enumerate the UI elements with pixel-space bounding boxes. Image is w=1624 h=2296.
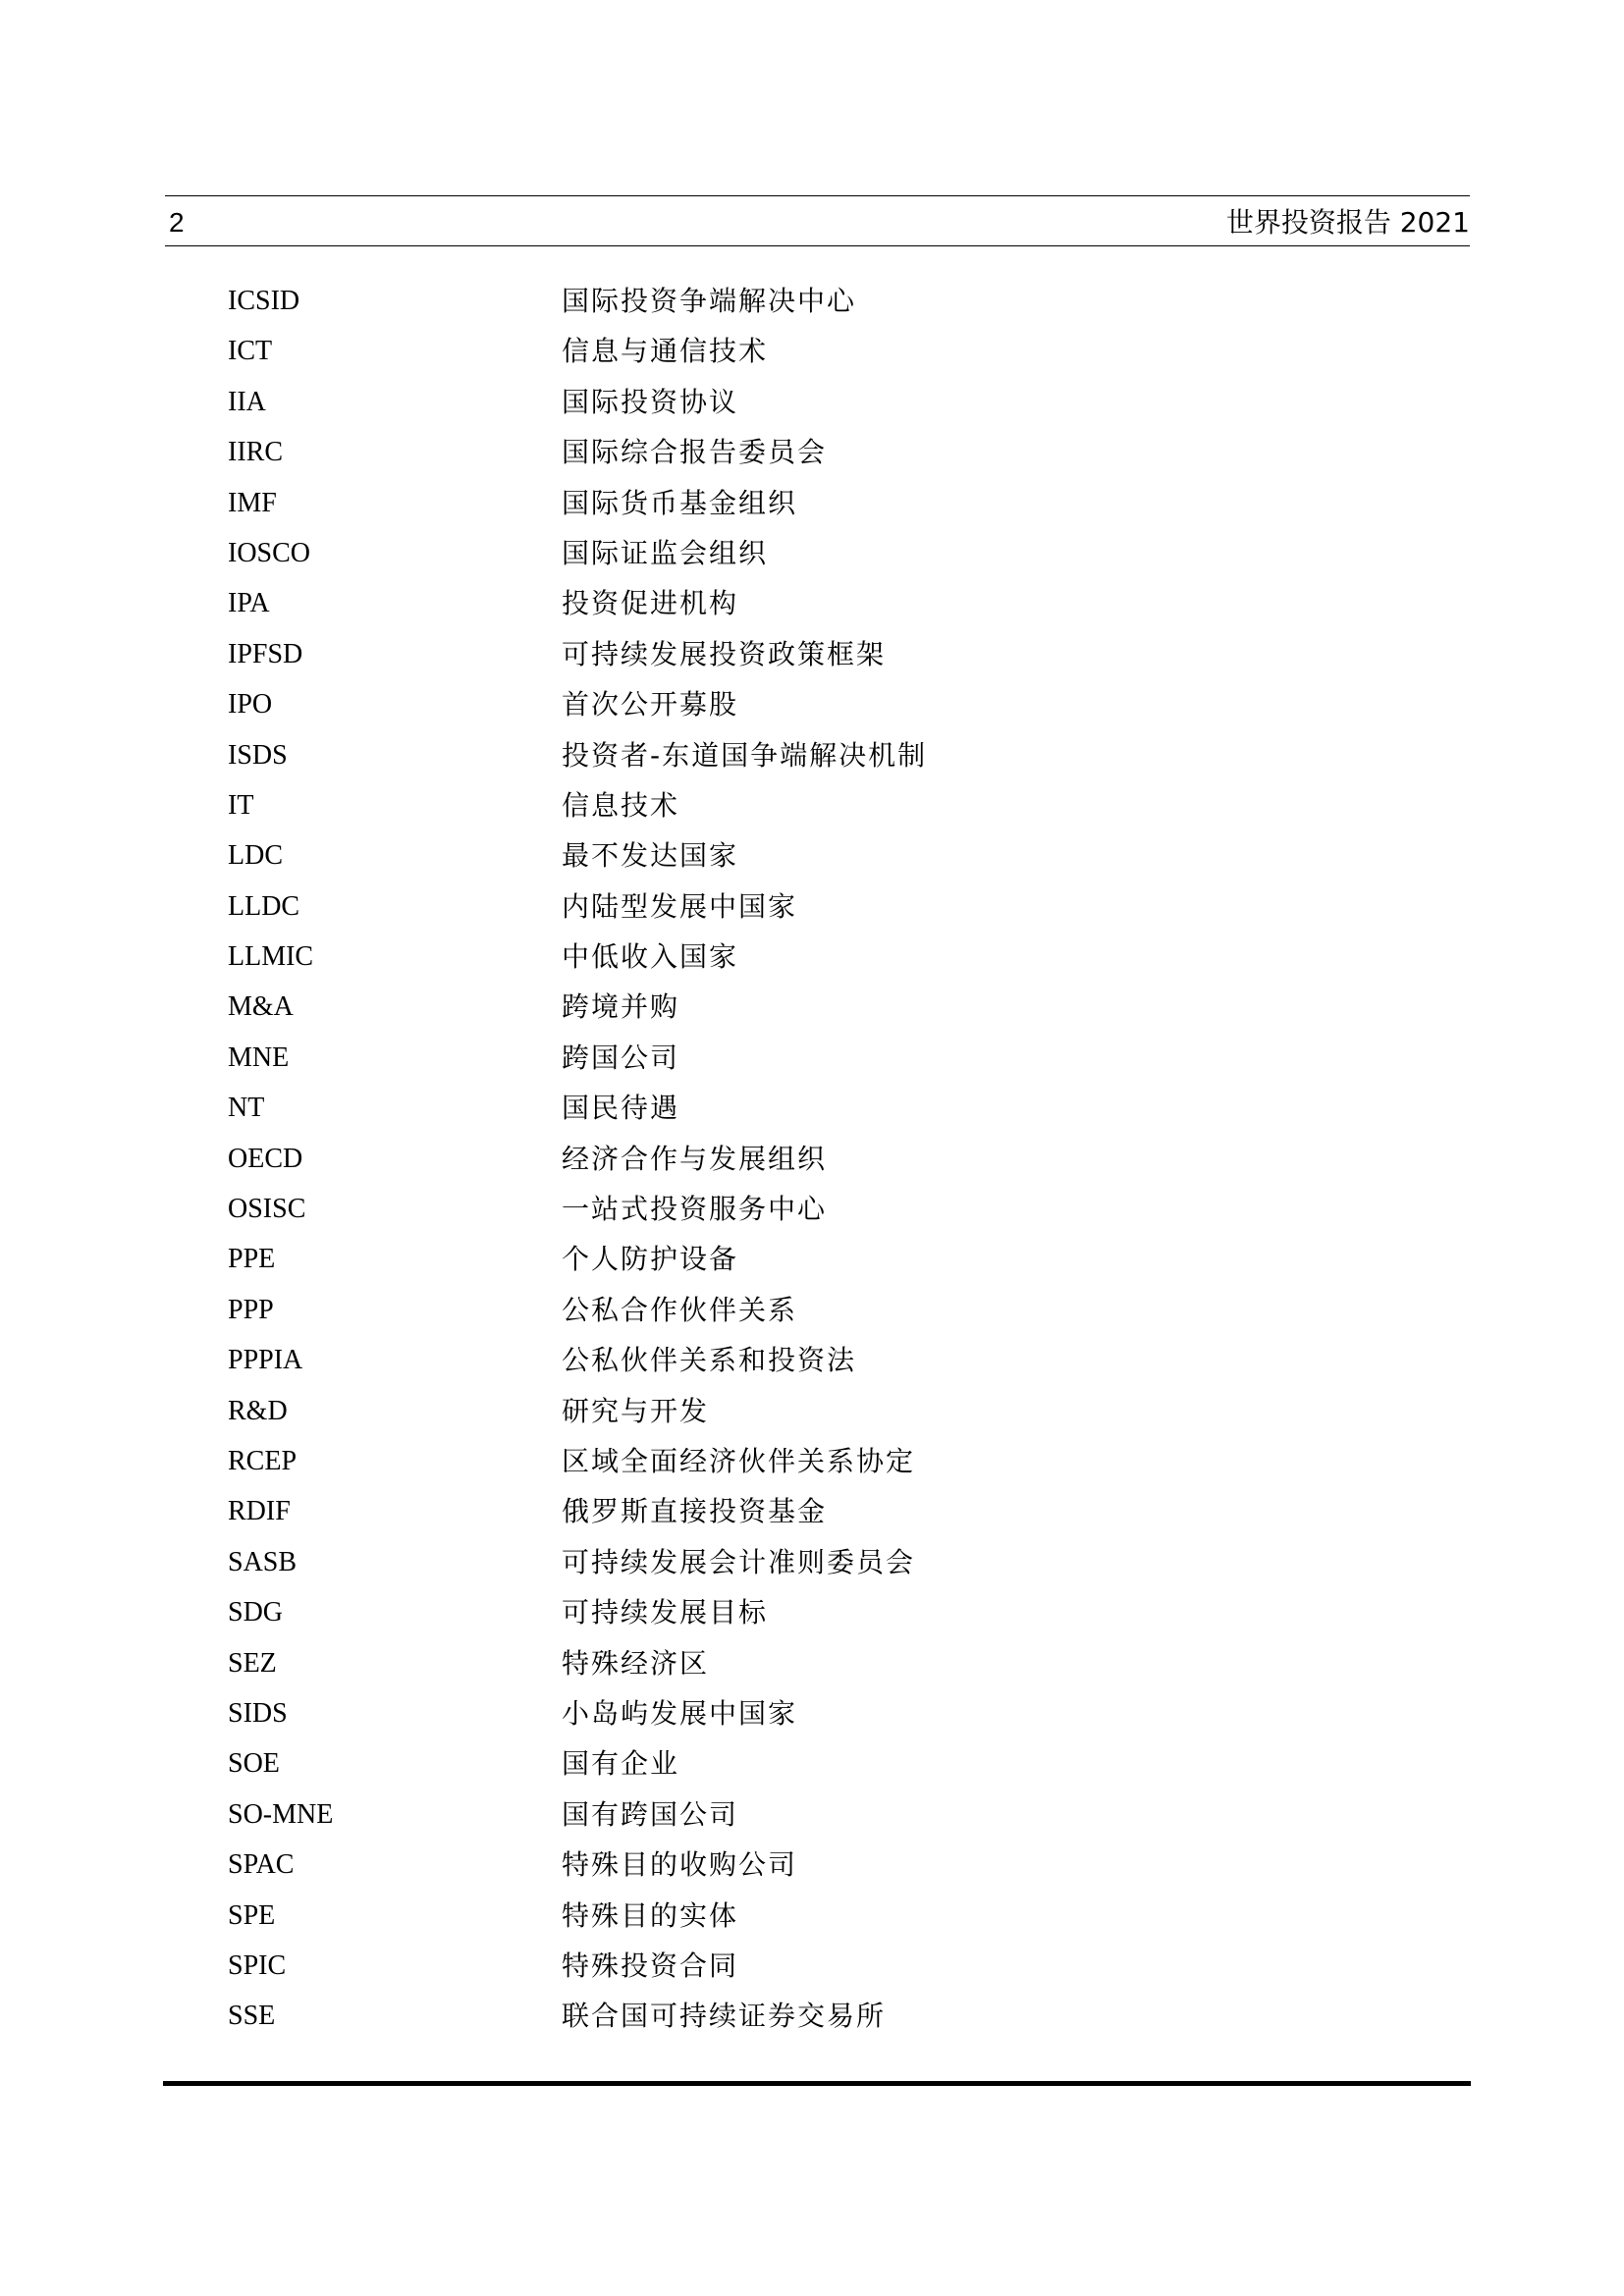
abbreviation-term: SSE xyxy=(228,2001,276,2032)
abbreviation-definition: 国有企业 xyxy=(562,1747,680,1781)
abbreviation-definition: 经济合作与发展组织 xyxy=(562,1142,828,1175)
abbreviation-term: LLMIC xyxy=(228,941,314,973)
abbreviation-definition: 跨境并购 xyxy=(562,990,680,1024)
abbreviation-definition: 投资者-东道国争端解决机制 xyxy=(562,738,928,772)
abbreviation-term: RDIF xyxy=(228,1496,291,1527)
abbreviation-term: IPFSD xyxy=(228,638,303,669)
abbreviation-term: M&A xyxy=(228,991,294,1023)
abbreviation-definition: 国际综合报告委员会 xyxy=(562,436,828,469)
abbreviation-row xyxy=(0,1083,1624,1133)
abbreviation-definition: 跨国公司 xyxy=(562,1041,680,1074)
abbreviation-row xyxy=(0,1840,1624,1890)
abbreviation-definition: 可持续发展会计准则委员会 xyxy=(562,1545,916,1578)
abbreviation-row xyxy=(0,1891,1624,1941)
abbreviation-term: ICT xyxy=(228,336,273,367)
abbreviation-term: NT xyxy=(228,1093,265,1124)
abbreviation-term: PPE xyxy=(228,1244,276,1275)
abbreviation-definition: 特殊目的收购公司 xyxy=(562,1848,798,1882)
abbreviation-row xyxy=(0,427,1624,477)
abbreviation-definition: 个人防护设备 xyxy=(562,1243,739,1276)
abbreviation-row xyxy=(0,1537,1624,1587)
abbreviation-row xyxy=(0,982,1624,1032)
abbreviation-definition: 区域全面经济伙伴关系协定 xyxy=(562,1444,916,1477)
abbreviation-definition: 国际货币基金组织 xyxy=(562,486,798,519)
abbreviation-term: SPIC xyxy=(228,1949,287,1981)
abbreviation-term: IT xyxy=(228,789,254,821)
abbreviation-definition: 特殊经济区 xyxy=(562,1646,710,1680)
header-bottom-rule xyxy=(165,245,1470,246)
abbreviation-row xyxy=(0,1234,1624,1284)
abbreviation-term: IIRC xyxy=(228,437,283,468)
abbreviation-row xyxy=(0,830,1624,881)
abbreviation-definition: 国际证监会组织 xyxy=(562,536,769,569)
abbreviation-definition: 公私合作伙伴关系 xyxy=(562,1293,798,1326)
abbreviation-term: IOSCO xyxy=(228,537,311,568)
abbreviation-term: R&D xyxy=(228,1395,288,1426)
abbreviation-row xyxy=(0,1587,1624,1637)
abbreviation-definition: 内陆型发展中国家 xyxy=(562,889,798,923)
abbreviation-row xyxy=(0,1134,1624,1184)
abbreviation-row xyxy=(0,1991,1624,2041)
abbreviation-term: ICSID xyxy=(228,286,300,316)
abbreviation-row xyxy=(0,1941,1624,1991)
abbreviation-term: LDC xyxy=(228,840,283,872)
abbreviation-list xyxy=(0,276,1624,2042)
abbreviation-definition: 俄罗斯直接投资基金 xyxy=(562,1495,828,1528)
abbreviation-row xyxy=(0,1386,1624,1436)
abbreviation-term: MNE xyxy=(228,1041,290,1073)
abbreviation-definition: 特殊目的实体 xyxy=(562,1898,739,1932)
abbreviation-row xyxy=(0,1033,1624,1083)
abbreviation-term: PPP xyxy=(228,1294,274,1325)
abbreviation-term: OECD xyxy=(228,1143,303,1174)
abbreviation-term: ISDS xyxy=(228,739,288,771)
abbreviation-term: SDG xyxy=(228,1597,284,1629)
abbreviation-row xyxy=(0,1436,1624,1486)
running-title: 世界投资报告 2021 xyxy=(1225,206,1470,239)
page-number: 2 xyxy=(169,207,185,238)
footer-rule xyxy=(163,2081,1471,2086)
abbreviation-row xyxy=(0,1789,1624,1840)
abbreviation-term: PPPIA xyxy=(228,1345,303,1376)
abbreviation-row xyxy=(0,881,1624,932)
abbreviation-row xyxy=(0,679,1624,729)
abbreviation-term: LLDC xyxy=(228,890,300,922)
abbreviation-term: SOE xyxy=(228,1748,280,1780)
abbreviation-row xyxy=(0,377,1624,427)
abbreviation-row xyxy=(0,578,1624,628)
abbreviation-term: SO-MNE xyxy=(228,1798,334,1830)
abbreviation-term: SPAC xyxy=(228,1849,295,1881)
abbreviation-row xyxy=(0,1486,1624,1536)
abbreviation-definition: 最不发达国家 xyxy=(562,839,739,873)
abbreviation-row xyxy=(0,276,1624,326)
abbreviation-term: RCEP xyxy=(228,1445,298,1476)
abbreviation-definition: 投资促进机构 xyxy=(562,587,739,620)
abbreviation-definition: 国际投资协议 xyxy=(562,385,739,418)
abbreviation-row xyxy=(0,1638,1624,1688)
abbreviation-definition: 国有跨国公司 xyxy=(562,1797,739,1831)
abbreviation-term: IMF xyxy=(228,487,277,518)
abbreviation-definition: 信息与通信技术 xyxy=(562,335,769,368)
header-top-rule xyxy=(165,195,1470,196)
abbreviation-row xyxy=(0,528,1624,578)
abbreviation-row xyxy=(0,1738,1624,1789)
abbreviation-definition: 国际投资争端解决中心 xyxy=(562,285,857,317)
abbreviation-definition: 信息技术 xyxy=(562,788,680,822)
abbreviation-term: OSISC xyxy=(228,1194,306,1225)
abbreviation-definition: 国民待遇 xyxy=(562,1092,680,1125)
abbreviation-row xyxy=(0,629,1624,679)
abbreviation-definition: 中低收入国家 xyxy=(562,940,739,974)
abbreviation-definition: 特殊投资合同 xyxy=(562,1949,739,1982)
abbreviation-term: SPE xyxy=(228,1899,276,1931)
abbreviation-term: IIA xyxy=(228,386,266,417)
abbreviation-definition: 一站式投资服务中心 xyxy=(562,1193,828,1226)
abbreviation-row xyxy=(0,478,1624,528)
abbreviation-definition: 公私伙伴关系和投资法 xyxy=(562,1344,857,1377)
abbreviation-row xyxy=(0,932,1624,982)
abbreviation-definition: 可持续发展投资政策框架 xyxy=(562,637,887,670)
abbreviation-row xyxy=(0,730,1624,780)
abbreviation-row xyxy=(0,1688,1624,1738)
abbreviation-row xyxy=(0,1285,1624,1335)
abbreviation-row xyxy=(0,326,1624,376)
abbreviation-term: SEZ xyxy=(228,1647,277,1679)
abbreviation-row xyxy=(0,1335,1624,1385)
abbreviation-row xyxy=(0,1184,1624,1234)
abbreviation-definition: 首次公开募股 xyxy=(562,688,739,721)
abbreviation-row xyxy=(0,780,1624,830)
abbreviation-definition: 可持续发展目标 xyxy=(562,1596,769,1629)
abbreviation-term: SIDS xyxy=(228,1697,288,1729)
abbreviation-term: IPO xyxy=(228,689,273,721)
abbreviation-definition: 联合国可持续证券交易所 xyxy=(562,2000,887,2033)
abbreviation-definition: 小岛屿发展中国家 xyxy=(562,1696,798,1730)
abbreviation-term: IPA xyxy=(228,588,270,619)
abbreviation-term: SASB xyxy=(228,1546,298,1577)
abbreviation-definition: 研究与开发 xyxy=(562,1394,710,1427)
